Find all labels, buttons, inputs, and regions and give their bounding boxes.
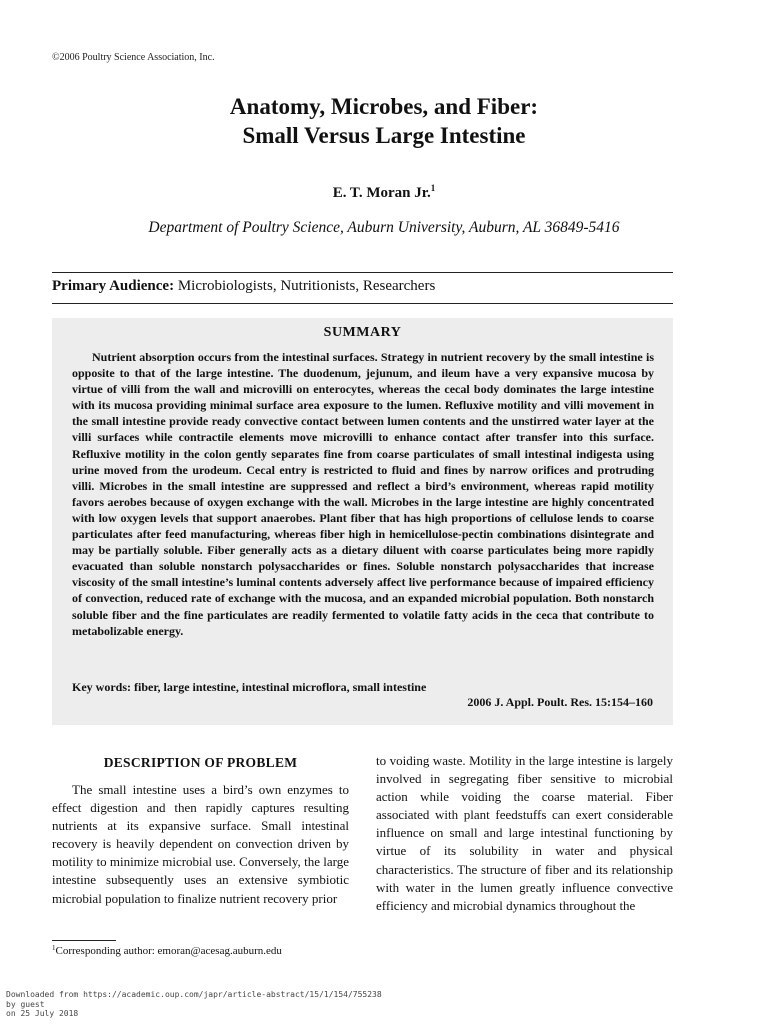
journal-citation: 2006 J. Appl. Poult. Res. 15:154–160	[467, 695, 653, 709]
primary-audience-value: Microbiologists, Nutritionists, Researchers	[177, 278, 436, 294]
summary-text: Nutrient absorption occurs from the intestinal surfaces. Strategy in nutrient recovery by the small intestine is opposite to that of the large intestine. The duodenum, jejunum, and ileum have a very expansive mucosa by virtue of villi from the wall and microvilli on enterocytes, whereas the cecal body dominates the large intestine with its mucosa providing minimal surface area exposure to the lumen. Refluxive motility and villi movement in the small intestine provide ready convective contact between lumen contents and the unstirred water layer at the villi surfaces while contractile elements move microvilli to enhance contact after transfer into this surface. Refluxive motility in the colon gently separates fine from coarse particulates of small intestinal indigesta using urine moved from the urodeum. Cecal entry is restricted to fluid and fines by narrow orifices and protruding villi. Microbes in the small intestine are suppressed and reflect a bird’s environment, whereas rapid motility favors aerobes because of oxygen exchange with the wall. Microbes in the large intestine are highly concentrated with low oxygen levels that support anaerobes. Plant fiber that has high proportions of cellulose lends to coarse particulates after feed manufacturing, whereas fiber high in hemicellulose-pectin combinations disintegrate and may be partially soluble. Fiber generally acts as a dietary diluent with coarse particulates being more rapidly evacuated than soluble nonstarch polysaccharides or fines. Soluble nonstarch polysaccharides that increase viscosity of the small intestine’s luminal contents adversely affect live performance because of impaired efficiency of convection, reduced rate of exchange with the mucosa, and an expanded microbial population. Both nonstarch soluble fiber and the fine particulates are readily fermented to volatile fatty acids in the ceca that contribute to metabolizable energy.	[72, 350, 654, 638]
summary-heading: SUMMARY	[323, 325, 402, 340]
summary-box	[52, 318, 673, 725]
download-notice	[6, 990, 382, 1019]
article-title-line-1: Anatomy, Microbes, and Fiber:	[229, 94, 539, 119]
footnote	[52, 944, 282, 957]
body-column-left	[52, 755, 349, 908]
section-heading: DESCRIPTION OF PROBLEM	[103, 755, 298, 770]
divider-top	[52, 272, 673, 273]
footnote-mark: 1	[52, 944, 56, 952]
divider-bottom	[52, 303, 673, 304]
download-line-1: Downloaded from https://academic.oup.com/japr/article-abstract/15/1/154/755238	[6, 990, 382, 999]
article-title	[0, 92, 768, 150]
author-affiliation: Department of Poultry Science, Auburn University, Auburn, AL 36849-5416	[148, 219, 620, 236]
author-footnote-mark: 1	[430, 183, 436, 193]
download-line-3: on 25 July 2018	[6, 1009, 79, 1018]
copyright-notice: ©2006 Poultry Science Association, Inc.	[52, 52, 215, 63]
footnote-text: Corresponding author: emoran@acesag.auburn.edu	[55, 945, 282, 957]
article-title-line-2: Small Versus Large Intestine	[242, 123, 526, 148]
body-column-right	[376, 752, 673, 915]
primary-audience	[52, 278, 435, 295]
body-paragraph-left: The small intestine uses a bird’s own enzymes to effect digestion and then rapidly captures resulting nutrients at its expansive surface. Small intestinal recovery is heavily dependent on convection driven by motility to minimize microbial use. Conversely, the large intestine subsequently uses an extensive symbiotic microbial population to finalize nutrient recovery prior	[52, 782, 349, 906]
author-name: E. T. Moran Jr.	[332, 185, 431, 201]
footnote-divider	[52, 940, 116, 941]
author	[0, 183, 768, 202]
primary-audience-label: Primary Audience:	[52, 278, 175, 294]
keywords: Key words: fiber, large intestine, intestinal microflora, small intestine	[72, 680, 427, 694]
download-line-2: by guest	[6, 999, 45, 1009]
body-paragraph-right: to voiding waste. Motility in the large intestine is largely involved in segregating fiber sensitive to microbial action while voiding the coarse material. Fiber associated with plant feedstuffs can exert considerable influence on small and large intestinal functioning by virtue of its solubility in water and physical characteristics. The structure of fiber and its relationship with water in the lumen greatly influence convective efficiency and microbial dynamics throughout the	[376, 753, 673, 913]
